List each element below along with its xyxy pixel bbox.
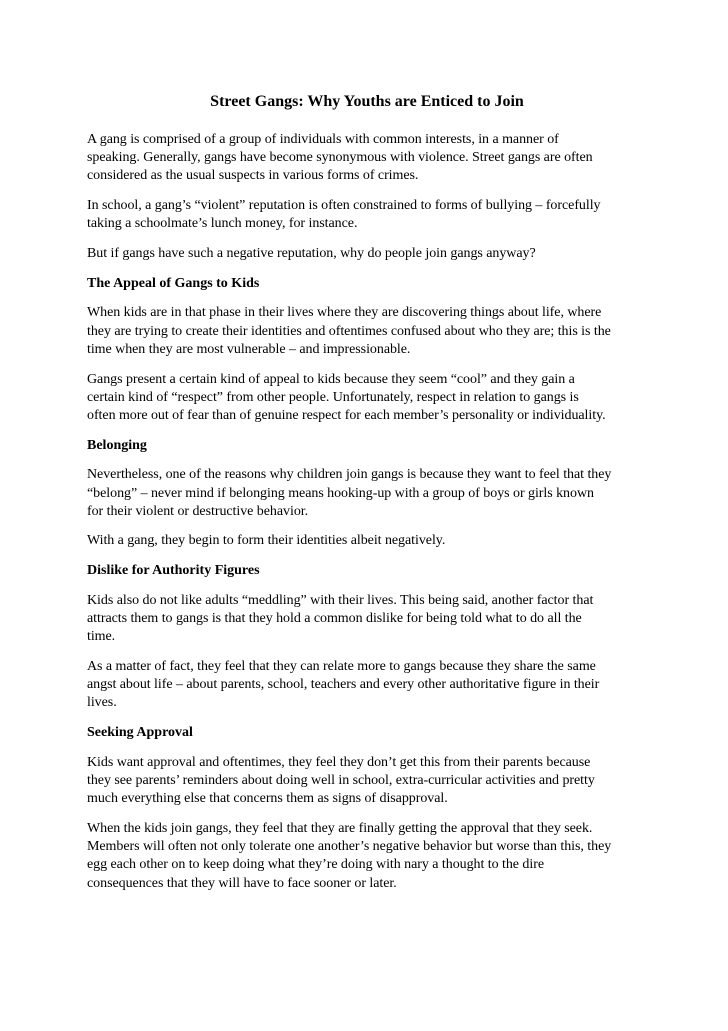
section-heading [87, 724, 647, 742]
text-line: As a matter of fact, they feel that they can relate more to gangs because they share the same [87, 658, 596, 674]
paragraph [87, 466, 647, 521]
section-heading [87, 275, 647, 293]
text-line: taking a schoolmate’s lunch money, for instance. [87, 216, 358, 232]
text-line: Gangs present a certain kind of appeal to kids because they seem “cool” and they gain a [87, 371, 575, 387]
text-line: Kids want approval and oftentimes, they feel they don’t get this from their parents because [87, 754, 591, 770]
text-line: Nevertheless, one of the reasons why children join gangs is because they want to feel that they [87, 467, 612, 483]
text-line: speaking. Generally, gangs have become synonymous with violence. Street gangs are often [87, 150, 593, 166]
text-line: much everything else that concerns them as signs of disapproval. [87, 791, 448, 807]
text-line: time when they are most vulnerable – and impressionable. [87, 341, 411, 357]
text-line: egg each other on to keep doing what they’re doing with nary a thought to the dire [87, 857, 544, 873]
text-line: A gang is comprised of a group of individuals with common interests, in a manner of [87, 132, 559, 147]
text-line: lives. [87, 695, 117, 711]
text-line: With a gang, they begin to form their identities albeit negatively. [87, 533, 446, 549]
text-line: When the kids join gangs, they feel that they are finally getting the approval that they seek. [87, 820, 593, 836]
text-line: consequences that they will have to face sooner or later. [87, 875, 397, 891]
text-line: Seeking Approval [87, 725, 193, 741]
paragraph [87, 532, 647, 550]
paragraph [87, 658, 647, 713]
document-page [87, 92, 647, 904]
text-line: But if gangs have such a negative reputation, why do people join gangs anyway? [87, 246, 536, 262]
text-line: Belonging [87, 437, 147, 453]
paragraph [87, 592, 647, 647]
text-line: for their violent or destructive behavior. [87, 503, 309, 519]
text-line: “belong” – never mind if belonging means hooking-up with a group of boys or girls known [87, 485, 594, 501]
paragraph [87, 371, 647, 426]
text-line: they are trying to create their identities and oftentimes confused about who they are; this is the [87, 323, 611, 339]
text-line: Kids also do not like adults “meddling” with their lives. This being said, another factor that [87, 592, 594, 608]
paragraph [87, 304, 647, 359]
paragraph [87, 820, 647, 893]
text-line: attracts them to gangs is that they hold a common dislike for being told what to do all the [87, 611, 582, 627]
text-line: In school, a gang’s “violent” reputation is often constrained to forms of bullying – forcefully [87, 198, 601, 214]
text-line: Dislike for Authority Figures [87, 563, 260, 579]
text-line: When kids are in that phase in their lives where they are discovering things about life, where [87, 305, 602, 321]
text-line: they see parents’ reminders about doing well in school, extra-curricular activities and pretty [87, 772, 595, 788]
section-heading [87, 562, 647, 580]
document-body [87, 131, 647, 893]
paragraph [87, 131, 647, 186]
paragraph [87, 245, 647, 263]
text-line: often more out of fear than of genuine respect for each member’s personality or individuality. [87, 407, 606, 423]
text-line: time. [87, 629, 116, 645]
document-title: Street Gangs: Why Youths are Enticed to Join [210, 93, 524, 110]
section-heading [87, 437, 647, 455]
paragraph [87, 754, 647, 809]
text-line: certain kind of “respect” from other people. Unfortunately, respect in relation to gangs is [87, 389, 579, 405]
text-line: angst about life – about parents, school, teachers and every other authoritative figure in their [87, 677, 600, 693]
text-line: The Appeal of Gangs to Kids [87, 275, 260, 291]
text-line: Members will often not only tolerate one another’s negative behavior but worse than this, they [87, 839, 612, 855]
paragraph [87, 197, 647, 233]
text-line: considered as the usual suspects in various forms of crimes. [87, 168, 419, 184]
